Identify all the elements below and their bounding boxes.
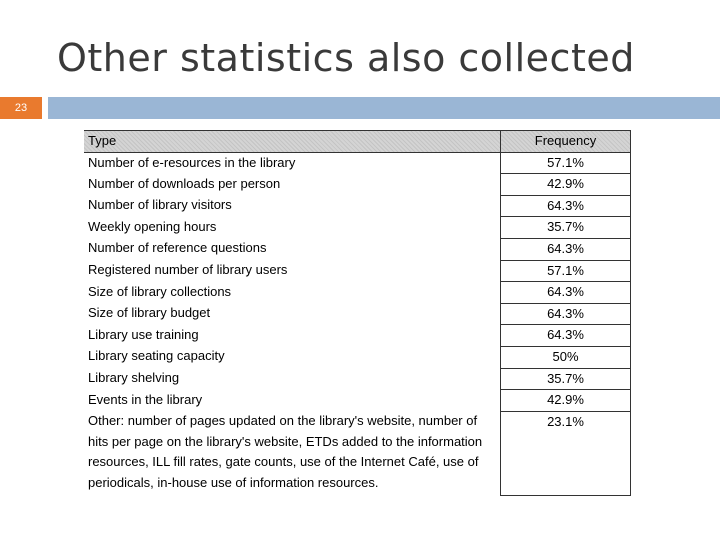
- row-frequency: 35.7%: [501, 368, 631, 390]
- table-row: [84, 260, 631, 282]
- table-header-row: [84, 131, 631, 153]
- row-frequency: 64.3%: [501, 282, 631, 304]
- header-type: Type: [84, 131, 501, 153]
- row-type: Number of reference questions: [88, 240, 267, 256]
- table-row: [84, 368, 631, 390]
- slide-number: 23: [14, 102, 28, 114]
- row-frequency: 57.1%: [501, 260, 631, 282]
- row-type: Size of library budget: [88, 305, 211, 321]
- row-type: Number of downloads per person: [88, 175, 281, 191]
- slide-title: Other statistics also collected: [57, 36, 635, 80]
- table-row: [84, 195, 631, 217]
- row-type: Weekly opening hours: [88, 218, 217, 234]
- table-row: [84, 217, 631, 239]
- row-frequency: 42.9%: [501, 174, 631, 196]
- row-type: Library use training: [88, 326, 199, 342]
- table-row: [84, 303, 631, 325]
- table-row: [84, 152, 631, 174]
- row-frequency: 35.7%: [501, 217, 631, 239]
- table-row: [84, 238, 631, 260]
- row-frequency: 64.3%: [501, 303, 631, 325]
- title-accent-bar: [48, 97, 720, 119]
- row-type: Events in the library: [88, 391, 203, 407]
- table-row: [84, 174, 631, 196]
- table-row: [84, 282, 631, 304]
- row-frequency: 64.3%: [501, 238, 631, 260]
- table-row: [84, 411, 631, 495]
- row-frequency: 42.9%: [501, 390, 631, 412]
- table-row: [84, 390, 631, 412]
- row-type: Library shelving: [88, 370, 180, 386]
- slide-number-badge: [0, 97, 42, 119]
- header-frequency: Frequency: [501, 131, 631, 153]
- row-type: Number of library visitors: [88, 197, 232, 213]
- row-frequency: 64.3%: [501, 195, 631, 217]
- row-frequency: 64.3%: [501, 325, 631, 347]
- row-frequency: 50%: [501, 346, 631, 368]
- row-frequency: 57.1%: [501, 152, 631, 174]
- row-frequency: 23.1%: [501, 411, 631, 495]
- row-type: Registered number of library users: [88, 262, 288, 278]
- row-type: Library seating capacity: [88, 348, 225, 364]
- table-row: [84, 325, 631, 347]
- row-type: Number of e-resources in the library: [88, 154, 296, 170]
- row-type: Other: number of pages updated on the library's website, number of hits per page on the library's website, ETDs added to the information resources, ILL fill rates, gate counts, use of the Internet Café, use of periodicals, in-house use of information resources.: [88, 413, 483, 490]
- statistics-table: [84, 130, 631, 496]
- row-type: Size of library collections: [88, 283, 232, 299]
- table-row: [84, 346, 631, 368]
